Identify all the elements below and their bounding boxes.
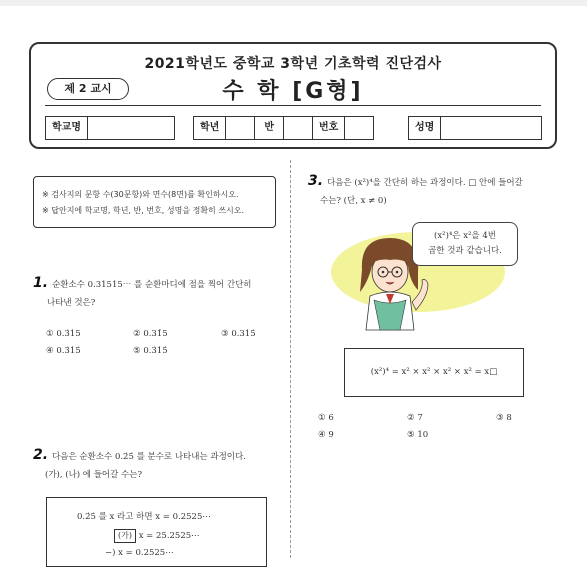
- solution-box: [46, 497, 267, 567]
- number-label: 번호: [313, 117, 345, 139]
- school-name-label: 학교명: [46, 117, 88, 139]
- question-1: [33, 274, 283, 312]
- eye: [396, 271, 399, 274]
- question-2: [33, 446, 283, 484]
- option[interactable]: ③ 0.315̇: [221, 329, 256, 339]
- solution-line: −) x = 0.2525⋯: [105, 548, 174, 558]
- header-divider: [45, 105, 541, 106]
- option[interactable]: ② 0.31̇5: [133, 329, 168, 339]
- option[interactable]: ④ 9: [318, 430, 334, 440]
- name-label: 성명: [409, 117, 441, 139]
- equation: (x²)⁴ = x² × x² × x² × x² = x□: [370, 367, 498, 377]
- option[interactable]: ④ 0.3̇15̇: [46, 346, 81, 356]
- column-divider: [290, 160, 291, 558]
- bubble-line: (x²)⁴은 x²을 4번: [434, 231, 496, 241]
- question-number: 3.: [308, 173, 324, 189]
- notice-line: ※ 검사지의 문항 수(30문항)와 면수(8면)를 확인하시오.: [42, 190, 239, 199]
- period-badge: 제 2 교시: [47, 78, 129, 100]
- name-field: [408, 116, 542, 140]
- equation-box: [344, 348, 524, 397]
- option[interactable]: ① 0.3̇15: [46, 329, 81, 339]
- name-input[interactable]: [441, 117, 541, 139]
- option[interactable]: ⑤ 0.3̇15̇: [133, 346, 168, 356]
- question-text: 순환소수 0.31515⋯ 를 순환마디에 점을 찍어 간단히: [52, 280, 252, 290]
- blank-ga: (가): [114, 529, 136, 543]
- exam-header: [29, 42, 557, 149]
- class-label: 반: [255, 117, 284, 139]
- option[interactable]: ② 7: [407, 413, 423, 423]
- student-id-field: [193, 116, 374, 140]
- subject-title: 수 학 [G형]: [222, 79, 364, 104]
- top-strip: [0, 0, 587, 6]
- question-number: 2.: [33, 447, 49, 463]
- solution-line: 0.2̇5̇ 를 x 라고 하면 x = 0.2525⋯: [77, 512, 211, 522]
- school-name-field[interactable]: [45, 116, 175, 140]
- solution-line: [114, 529, 200, 543]
- bubble-line: 곱한 것과 같습니다.: [428, 246, 502, 256]
- vest: [374, 300, 406, 330]
- notice-box: [33, 176, 276, 228]
- grade-input[interactable]: [226, 117, 255, 139]
- question-text: 수는? (단, x ≠ 0): [320, 196, 387, 206]
- solution-expr: x = 25.2525⋯: [138, 531, 200, 541]
- option[interactable]: ③ 8: [496, 413, 512, 423]
- speech-bubble: [412, 222, 518, 266]
- exam-title: 2021학년도 중학교 3학년 기초학력 진단검사: [144, 56, 442, 72]
- notice-line: ※ 답안지에 학교명, 학년, 반, 번호, 성명을 정확히 쓰시오.: [42, 206, 245, 215]
- grade-label: 학년: [194, 117, 226, 139]
- question-text: 나타낸 것은?: [47, 298, 96, 308]
- question-number: 1.: [33, 275, 49, 291]
- class-input[interactable]: [284, 117, 313, 139]
- question-text: 다음은 (x²)⁴을 간단히 하는 과정이다. □ 안에 들어갈: [327, 178, 523, 188]
- option[interactable]: ① 6: [318, 413, 334, 423]
- question-text: (가), (나) 에 들어갈 수는?: [45, 470, 143, 480]
- question-3: [308, 172, 558, 210]
- number-input[interactable]: [345, 117, 373, 139]
- question-text: 다음은 순환소수 0.2̇5̇ 를 분수로 나타내는 과정이다.: [52, 452, 246, 462]
- school-name-input[interactable]: [88, 117, 174, 139]
- eye: [382, 271, 385, 274]
- option[interactable]: ⑤ 10: [407, 430, 429, 440]
